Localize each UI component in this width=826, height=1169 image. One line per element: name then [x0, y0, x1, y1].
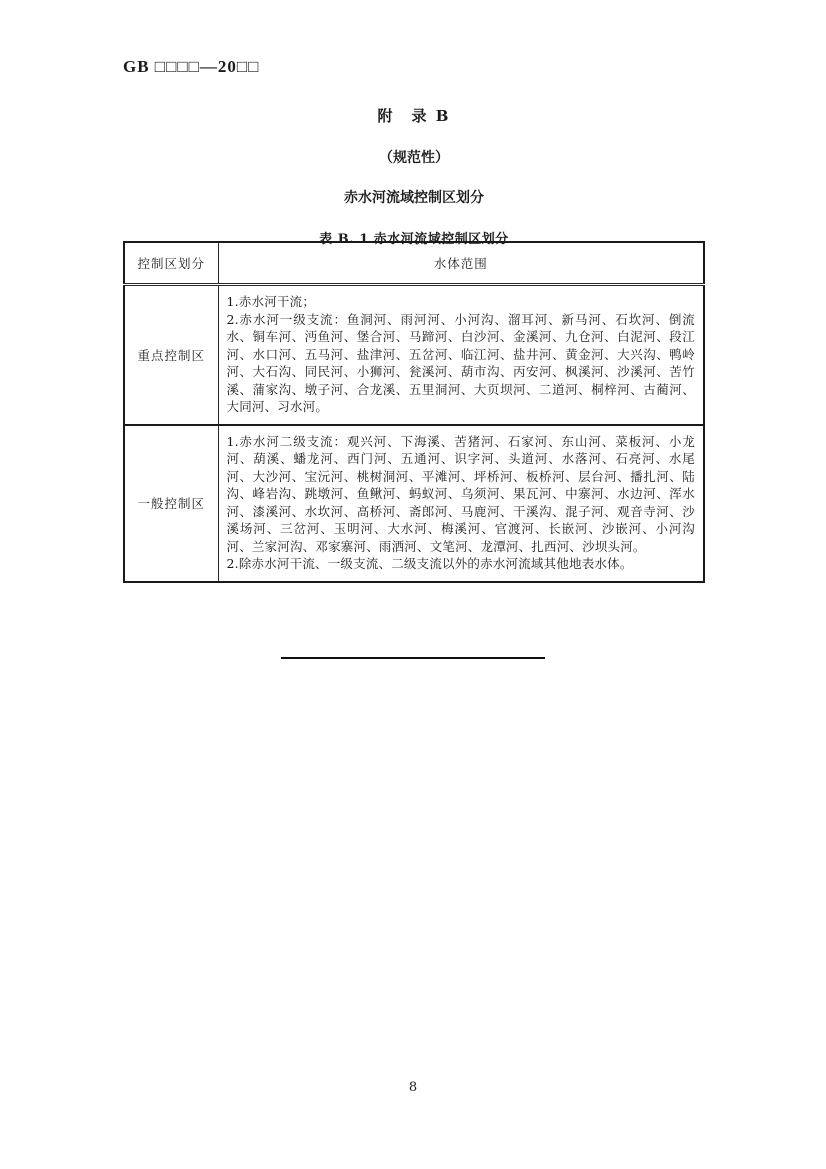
table-caption: 表 B. 1 赤水河流域控制区划分	[319, 232, 509, 247]
appendix-subject-title: 赤水河流域控制区划分	[344, 190, 484, 206]
appendix-title: 附 录 B	[377, 107, 451, 125]
column-header-zone: 控制区划分	[124, 242, 218, 285]
standard-number: GB □□□□—20□□	[123, 57, 260, 76]
control-zone-table	[123, 241, 705, 583]
table-row-general-control	[124, 425, 704, 582]
title-block	[123, 105, 705, 247]
normative-label: （规范性）	[379, 150, 449, 166]
general-control-item-2: 2.除赤水河干流、一级支流、二级支流以外的赤水河流域其他地表水体。	[226, 556, 633, 571]
column-header-water-scope: 水体范围	[218, 242, 704, 285]
general-control-item-1: 1.赤水河二级支流：观兴河、下海溪、苦猪河、石家河、东山河、菜板河、小龙河、葫溪、蟠龙河、西门河、五通河、识字河、头道河、水落河、石亮河、水尾河、大沙河、宝沅河、桃树洞河、平滩河、坪桥河、板桥河、层台河、播扎河、陆沟、峰岩沟、跳墩河、鱼鳅河、蚂蚁河、乌须河、果瓦河、中寨河、水边河、浑水河、漆溪河、水坎河、高桥河、斋郎河、马鹿河、干溪沟、混子河、观音寺河、沙溪场河、三岔河、玉明河、大水河、梅溪河、官渡河、长嵌河、沙嵌河、小河沟河、兰家河沟、邓家寨河、雨洒河、文笔河、龙潭河、扎西河、沙坝头河。	[226, 433, 695, 554]
key-control-item-2: 2.赤水河一级支流：鱼洞河、雨河河、小河沟、溜耳河、新马河、石坎河、倒流水、铜车河、沔鱼河、堡合河、马蹄河、白沙河、金溪河、九仓河、白泥河、段江河、水口河、五马河、盐津河、五岔河、临江河、盐井河、黄金河、大兴沟、鸭岭河、大石沟、同民河、小狮河、瓮溪河、葫市沟、丙安河、枫溪河、沙溪河、苦竹溪、蒲家沟、墩子河、合龙溪、五里洞河、大页坝河、二道河、桐梓河、古蔺河、大同河、习水河。	[226, 311, 695, 414]
water-scope-key-control	[218, 285, 704, 425]
zone-label-general-control: 一般控制区	[124, 425, 218, 582]
water-scope-general-control	[218, 425, 704, 582]
zone-label-key-control: 重点控制区	[124, 285, 218, 425]
closing-rule	[281, 657, 545, 659]
key-control-item-1: 1.赤水河干流；	[226, 294, 316, 309]
page-number: 8	[408, 1080, 418, 1095]
table-row-key-control	[124, 285, 704, 425]
table-header-row	[124, 242, 704, 285]
